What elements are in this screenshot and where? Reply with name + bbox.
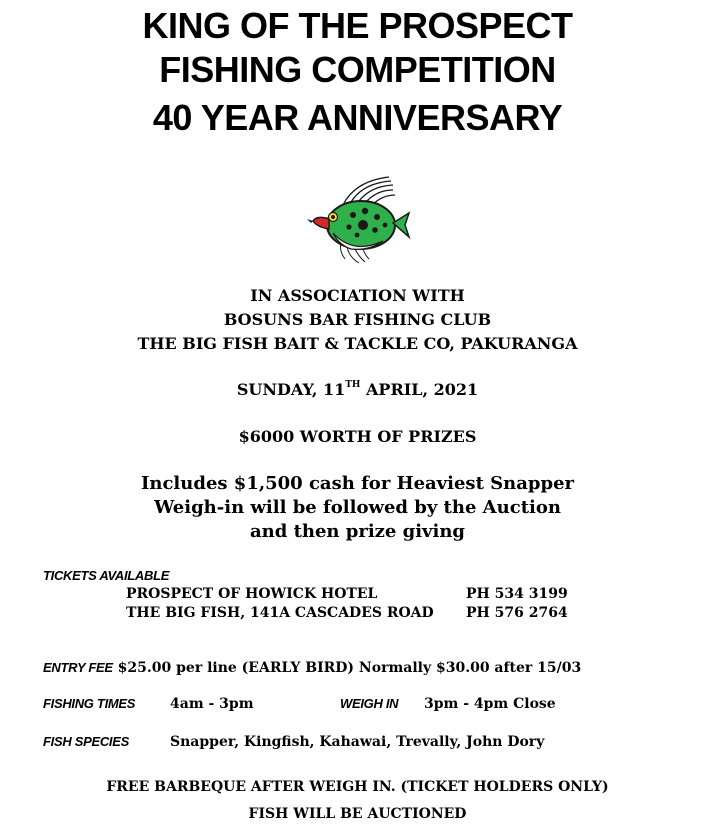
fishing-times-label: FISHING TIMES	[43, 696, 136, 711]
ticket-venue-1-phone: PH 534 3199	[466, 586, 568, 602]
title-line-1: KING OF THE PROSPECT	[142, 5, 573, 46]
weigh-in-value: 3pm - 4pm Close	[424, 696, 556, 712]
entry-fee-value: $25.00 per line (EARLY BIRD) Normally $30.00 after 15/03	[117, 660, 582, 676]
details-line-2: Weigh-in will be followed by the Auction	[154, 497, 561, 518]
event-date: SUNDAY, 11TH APRIL, 2021	[236, 379, 479, 399]
association-line-2: BOSUNS BAR FISHING CLUB	[223, 310, 492, 329]
title-line-2: FISHING COMPETITION	[159, 49, 556, 90]
ticket-venue-2-name: THE BIG FISH, 141A CASCADES ROAD	[126, 605, 434, 621]
title-line-3: 40 YEAR ANNIVERSARY	[152, 97, 563, 138]
association-line-1: IN ASSOCIATION WITH	[250, 286, 465, 305]
fish-species-label: FISH SPECIES	[43, 734, 129, 749]
tickets-label: TICKETS AVAILABLE	[43, 568, 170, 583]
john-dory-fish-icon	[303, 175, 415, 265]
ticket-venue-2-phone: PH 576 2764	[466, 605, 568, 621]
details-line-3: and then prize giving	[249, 521, 466, 542]
weigh-in-label: WEIGH IN	[340, 696, 399, 711]
footer-line-1: FREE BARBEQUE AFTER WEIGH IN. (TICKET HOLDERS ONLY)	[106, 779, 609, 795]
fish-species-value: Snapper, Kingfish, Kahawai, Trevally, John Dory	[170, 734, 545, 750]
entry-fee-row	[43, 659, 581, 677]
fishing-times-value: 4am - 3pm	[170, 696, 254, 712]
details-line-1: Includes $1,500 cash for Heaviest Snapper	[140, 473, 575, 494]
prizes-headline: $6000 WORTH OF PRIZES	[238, 427, 477, 446]
ticket-venue-1-name: PROSPECT OF HOWICK HOTEL	[126, 586, 378, 602]
entry-fee-label: ENTRY FEE	[43, 660, 113, 675]
footer-line-2: FISH WILL BE AUCTIONED	[248, 806, 467, 822]
association-line-3: THE BIG FISH BAIT & TACKLE CO, PAKURANGA	[137, 334, 578, 353]
